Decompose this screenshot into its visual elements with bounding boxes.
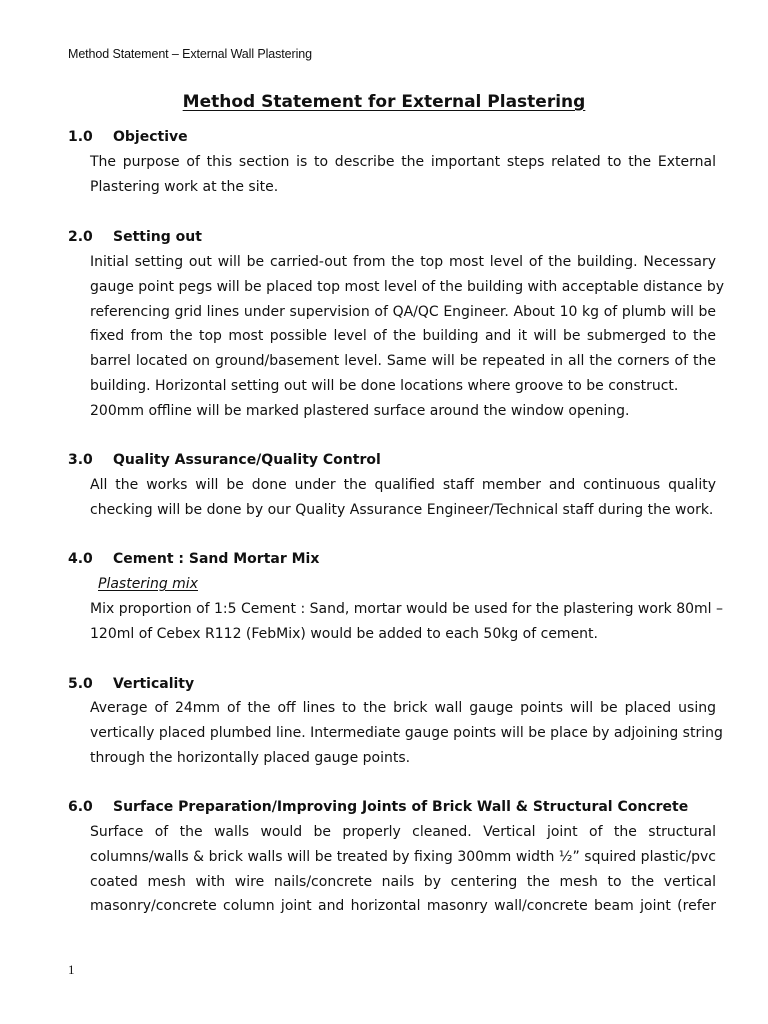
section-number: 2.0 [68,229,93,245]
body-line: Plastering work at the site. [90,178,279,195]
body-line: 120ml of Cebex R112 (FebMix) would be added to each 50kg of cement. [90,625,598,642]
body-line: through the horizontally placed gauge points. [90,749,411,766]
section-body-mortar-mix [90,597,724,647]
body-line: fixed from the top most possible level of the building and it will be submerged to the [90,328,716,345]
body-line: masonry/concrete column joint and horizontal masonry wall/concrete beam joint (refer [90,898,716,915]
body-line: referencing grid lines under supervision of QA/QC Engineer. About 10 kg of plumb will be [90,303,716,320]
section-body-verticality [90,696,723,770]
body-line: checking will be done by our Quality Assurance Engineer/Technical staff during the work. [90,501,714,518]
body-line: barrel located on ground/basement level. Same will be repeated in all the corners of the [90,353,716,370]
section-number: 5.0 [68,676,93,692]
body-line: building. Horizontal setting out will be done locations where groove to be construct. [90,377,679,394]
body-line: Average of 24mm of the off lines to the brick wall gauge points will be placed using [90,700,716,716]
body-line: coated mesh with wire nails/concrete nails by centering the mesh to the vertical [90,873,716,890]
section-number: 6.0 [68,799,93,815]
section-number: 4.0 [68,551,93,567]
section-heading-quality [68,452,381,468]
section-number: 1.0 [68,129,93,145]
section-number: 3.0 [68,452,93,468]
body-line: Surface of the walls would be properly cleaned. Vertical joint of the structural [90,824,716,840]
section-title: Cement : Sand Mortar Mix [113,551,320,567]
section-heading-setting-out [68,229,202,245]
running-header: Method Statement – External Wall Plastering [68,47,312,61]
body-line: 200mm offline will be marked plastered surface around the window opening. [90,402,630,419]
section-body-setting-out [90,250,725,424]
section-body-objective [90,150,716,200]
body-line: vertically placed plumbed line. Intermediate gauge points will be place by adjoining string [90,724,723,741]
body-line: Mix proportion of 1:5 Cement : Sand, mortar would be used for the plastering work 80ml – [90,601,724,617]
section-title: Quality Assurance/Quality Control [113,452,381,468]
body-line: Initial setting out will be carried-out from the top most level of the building. Necessary [90,254,716,270]
section-title: Verticality [113,676,195,692]
page-number: 1 [68,962,75,977]
section-heading-surface-preparation [68,799,688,815]
body-line: All the works will be done under the qualified staff member and continuous quality [90,477,716,493]
section-title: Surface Preparation/Improving Joints of Brick Wall & Structural Concrete [113,799,689,815]
section-heading-mortar-mix [68,551,319,567]
body-line: gauge point pegs will be placed top most level of the building with acceptable distance by [90,278,725,295]
subheading-plastering-mix: Plastering mix [98,576,198,592]
section-heading-verticality [68,676,194,692]
body-line: columns/walls & brick walls will be treated by fixing 300mm width ½” squired plastic/pvc [90,848,716,865]
section-heading-objective [68,129,188,145]
body-line: The purpose of this section is to describe the important steps related to the External [90,154,716,170]
section-title: Objective [113,129,188,145]
document-title: Method Statement for External Plastering [182,92,586,112]
section-title: Setting out [113,229,202,245]
section-body-quality [90,473,716,523]
section-body-surface-preparation [90,820,716,919]
